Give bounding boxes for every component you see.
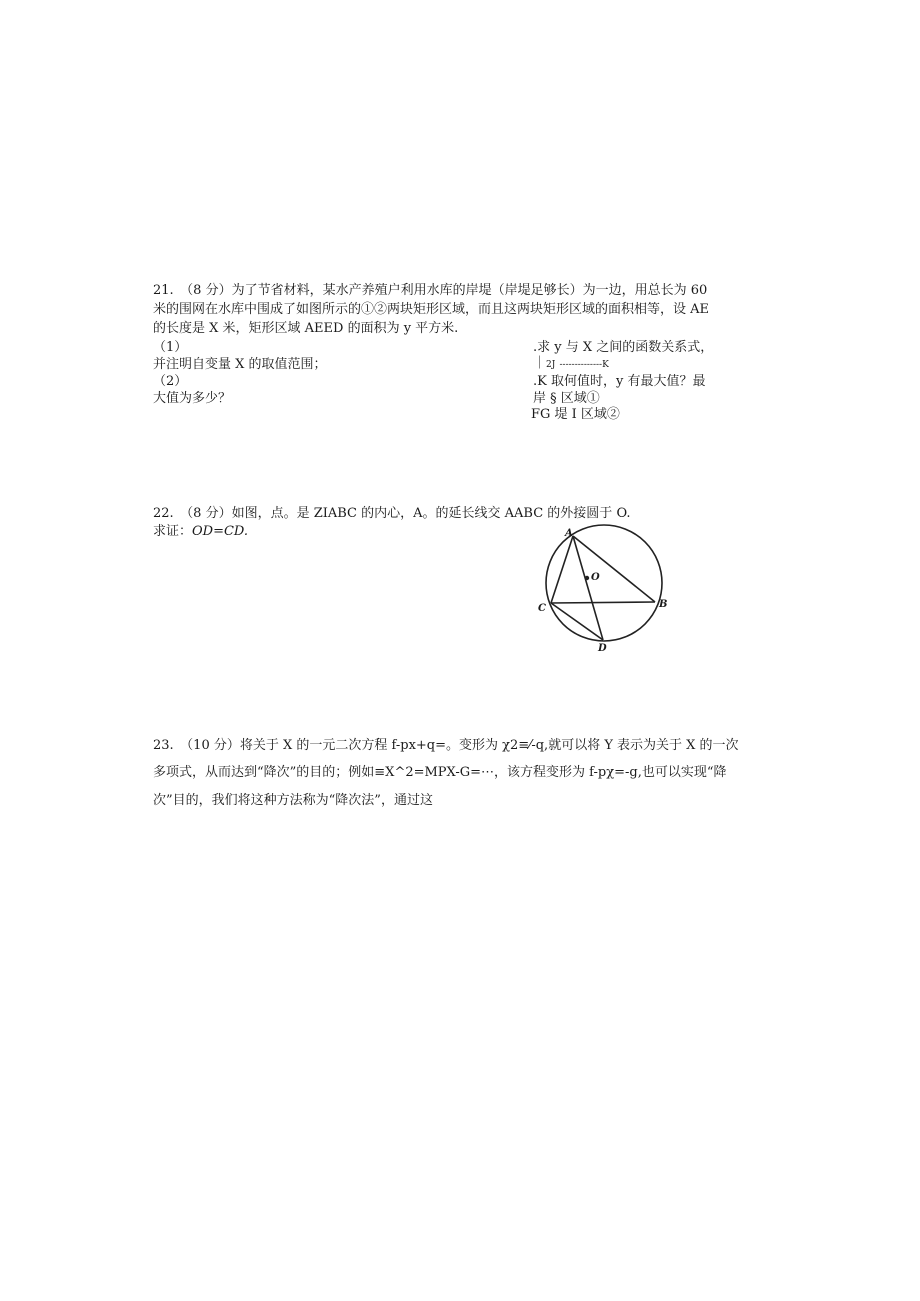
q21-right-line-2 — [533, 355, 609, 374]
label-d: D — [598, 643, 607, 654]
q21-line-2: 米的围网在水库中围成了如图所示的①②两块矩形区域，而且这两块矩形区域的面积相等，设 AE — [153, 302, 710, 317]
q23-line-2: 多项式，从而达到“降次”的目的；例如≡X^2=MPX-G=⋯，该方程变形为 f-pχ=-g,也可以实现“降 — [153, 765, 727, 780]
q22-line-2 — [153, 523, 248, 540]
segment-ad — [573, 536, 603, 640]
q23-line-1: 23. （10 分）将关于 X 的一元二次方程 f-px+q=。变形为 χ2≡⁄-q,就可以将 Y 表示为关于 X 的一次 — [153, 738, 739, 753]
q22-line-1: 22. （8 分）如图，点。是 ZIABC 的内心，A。的延长线交 AABC 的外接圆于 O. — [153, 506, 631, 521]
segment-ab — [573, 536, 655, 602]
q23-line-3: 次”目的，我们将这种方法称为“降次法”，通过这 — [153, 793, 433, 808]
segment-ac — [551, 536, 573, 603]
label-o: O — [591, 572, 600, 583]
q21-line-1: 21. （8 分）为了节省材料，某水产养殖户利用水库的岸堤（岸堤足够长）为一边，用总长为 60 — [153, 283, 708, 298]
q21-right-line-5: FG 堤 I 区域② — [531, 407, 620, 422]
label-c: C — [538, 603, 546, 614]
q22-geometry-figure — [530, 522, 680, 657]
circumcircle — [546, 525, 662, 641]
label-a: A — [565, 528, 573, 539]
q21-right-bar: ｜ — [533, 356, 547, 371]
segment-cb — [551, 602, 655, 603]
q21-part1-label: （1） — [153, 340, 188, 355]
q22-math: OD=CD. — [192, 524, 249, 539]
q21-right-line-3: .K 取何值时，y 有最大值？最 — [533, 374, 706, 389]
q21-right-dashes: --------------K — [559, 360, 609, 370]
q21-part1-text: 并注明自变量 X 的取值范围； — [153, 357, 327, 372]
label-b: B — [659, 599, 668, 610]
point-o — [585, 576, 589, 580]
q21-right-line-1: .求 y 与 X 之间的函数关系式， — [533, 340, 714, 355]
q22-prefix: 求证： — [153, 524, 193, 539]
q21-right-small: 2J — [546, 360, 556, 370]
q21-part2-label: （2） — [153, 374, 188, 389]
q21-part2-text: 大值为多少？ — [153, 391, 232, 406]
q21-line-3: 的长度是 X 米，矩形区域 AEED 的面积为 y 平方米. — [153, 321, 459, 336]
q21-right-line-4: 岸 § 区域① — [533, 391, 600, 406]
